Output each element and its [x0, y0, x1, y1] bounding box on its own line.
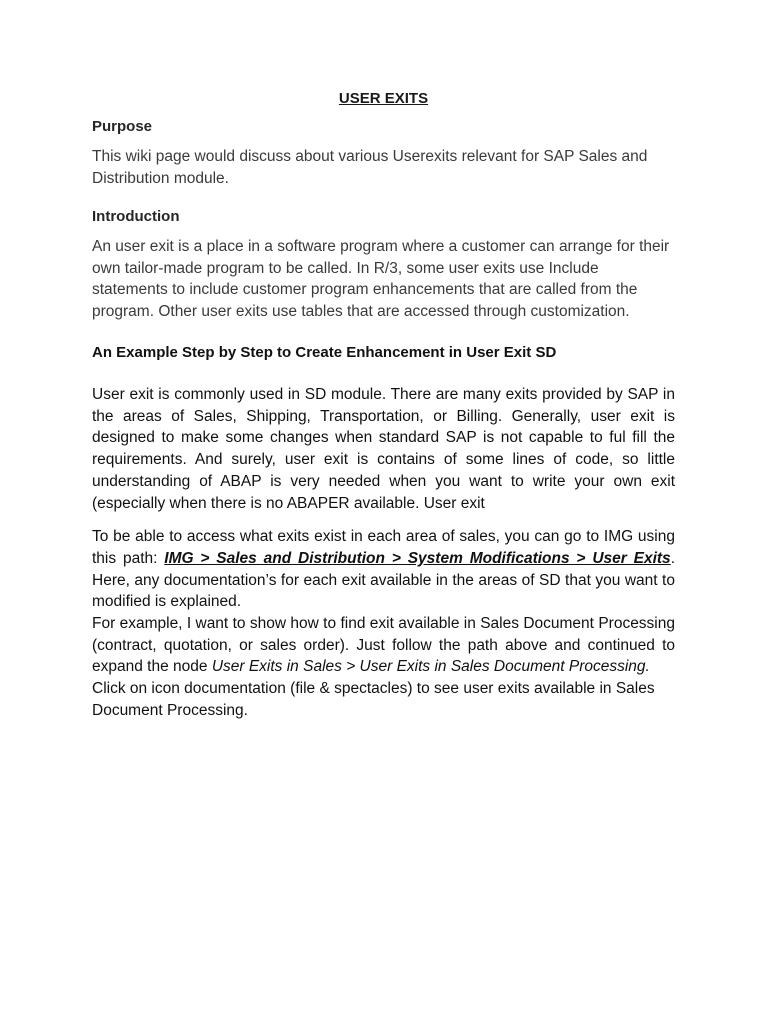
document-body [92, 88, 675, 722]
introduction-heading: Introduction [92, 208, 180, 225]
example-paragraph-2-rest: . Here, any documentation’s for each exit available in the areas of SD that you want to modified is explained. [92, 549, 675, 611]
example-paragraph-4: Click on icon documentation (file & spectacles) to see user exits available in Sales Document Processing. [92, 680, 655, 719]
node-path-text: User Exits in Sales > User Exits in Sales Document Processing. [211, 658, 650, 676]
example-paragraph-2-intro: To be able to access what exits exist in each area of sales, you can go to IMG using this path: [92, 528, 675, 567]
example-paragraph-2 [92, 526, 675, 613]
purpose-heading: Purpose [92, 118, 153, 135]
example-paragraph-1: User exit is commonly used in SD module. There are many exits provided by SAP in the areas of Sales, Shipping, Transportation, or Billing. Generally, user exit is designed to make some changes when standard SAP is not capable to ful fill the requirements. And surely, user exit is contains of some lines of code, so little understanding of ABAP is very needed when you want to write your own exit (especially when there is no ABAPER available. User exit [92, 386, 675, 512]
example-paragraph-3-intro: For example, I want to show how to find exit available in Sales Document Processing (contract, quotation, or sales order). Just follow the path above and continued to expand the node [92, 615, 675, 676]
page-title: USER EXITS [338, 90, 429, 107]
example-heading: An Example Step by Step to Create Enhancement in User Exit SD [92, 344, 557, 361]
img-path-link[interactable]: IMG > Sales and Distribution > System Modifications > User Exits [164, 549, 671, 567]
example-paragraph-3 [92, 613, 675, 678]
introduction-paragraph: An user exit is a place in a software program where a customer can arrange for their own tailor-made program to be called. In R/3, some user exits use Include statements to include customer program enhancements that are called from the program. Other user exits use tables that are accessed through customization. [92, 238, 670, 320]
purpose-paragraph: This wiki page would discuss about various Userexits relevant for SAP Sales and Distribution module. [92, 148, 648, 187]
